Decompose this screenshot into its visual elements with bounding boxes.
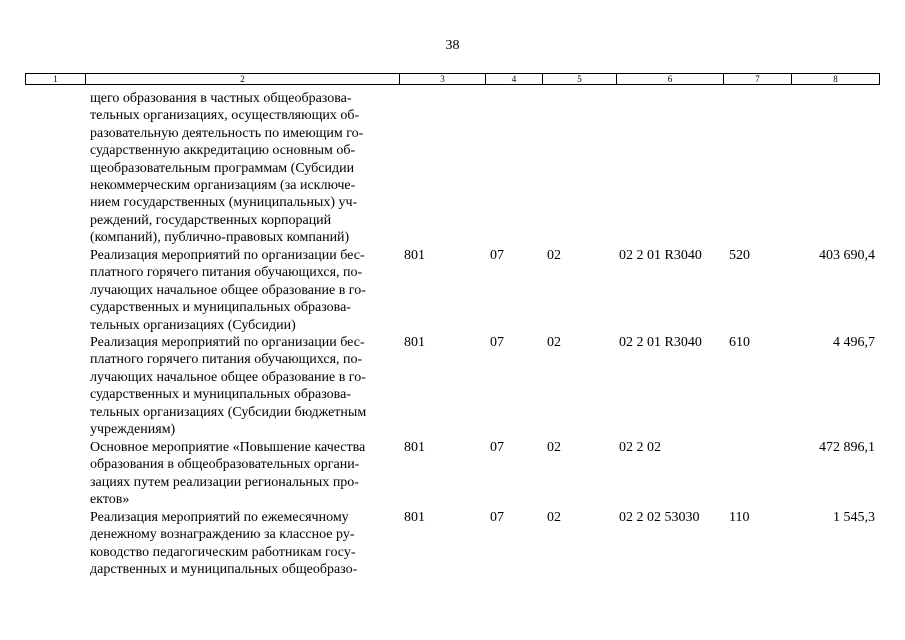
row-target-article: 02 2 02 [619,440,661,455]
row-ved: 801 [404,440,425,455]
row-description: Реализация мероприятий по ежемесячному денежному вознаграждению за классное ру- ководство педагогическим работникам госу- дарственных и муниципальных общеобразо- [90,510,358,578]
row-description: Реализация мероприятий по организации бес- платного горячего питания обучающихся, по- лучающих начальное общее образование в го- сударственных и муниципальных образова- тельных организациях (Субсидии) [90,248,366,333]
table-row [0,90,905,247]
row-podrazdel: 02 [547,440,561,455]
row-expense-type: 110 [729,510,750,525]
row-razdel: 07 [490,248,504,263]
row-sum: 403 690,4 [819,248,875,263]
row-expense-type: 520 [729,248,750,263]
header-col-4: 4 [486,74,543,84]
row-target-article: 02 2 01 R3040 [619,335,702,350]
row-razdel: 07 [490,440,504,455]
table-row [0,334,905,439]
row-razdel: 07 [490,510,504,525]
row-sum: 1 545,3 [833,510,875,525]
header-col-6: 6 [617,74,724,84]
row-description: щего образования в частных общеобразова- тельных организациях, осуществляющих об- разовательную деятельность по имеющим го- сударственную аккредитацию основным об- щеобразовательным программам (Субсидии некоммерческим организациям (за исключе- нием государственных (муниципальных) уч- реждений, государственных корпораций (компаний), публично-правовых компаний) [90,91,364,246]
row-podrazdel: 02 [547,248,561,263]
row-description: Реализация мероприятий по организации бес- платного горячего питания обучающихся, по- лучающих начальное общее образование в го- сударственных и муниципальных образова- тельных организациях (Субсидии бюджетным учреждениям) [90,335,367,438]
header-col-1: 1 [26,74,86,84]
header-col-5: 5 [543,74,617,84]
row-podrazdel: 02 [547,335,561,350]
row-razdel: 07 [490,335,504,350]
row-ved: 801 [404,510,425,525]
header-col-8: 8 [833,74,838,84]
row-ved: 801 [404,248,425,263]
table-row [0,439,905,509]
row-expense-type: 610 [729,335,750,350]
table-body [0,90,905,579]
header-col-7: 7 [724,74,792,84]
row-podrazdel: 02 [547,510,561,525]
row-description: Основное мероприятие «Повышение качества образования в общеобразовательных органи- зациях путем реализации региональных про- ектов» [90,440,366,508]
row-sum: 4 496,7 [833,335,875,350]
header-col-3: 3 [400,74,486,84]
row-target-article: 02 2 01 R3040 [619,248,702,263]
row-sum: 472 896,1 [819,440,875,455]
header-col-2: 2 [86,74,400,84]
page-number: 38 [445,38,460,53]
row-ved: 801 [404,335,425,350]
table-row [0,509,905,579]
table-row [0,247,905,334]
table-header [25,73,880,85]
row-target-article: 02 2 02 53030 [619,510,700,525]
